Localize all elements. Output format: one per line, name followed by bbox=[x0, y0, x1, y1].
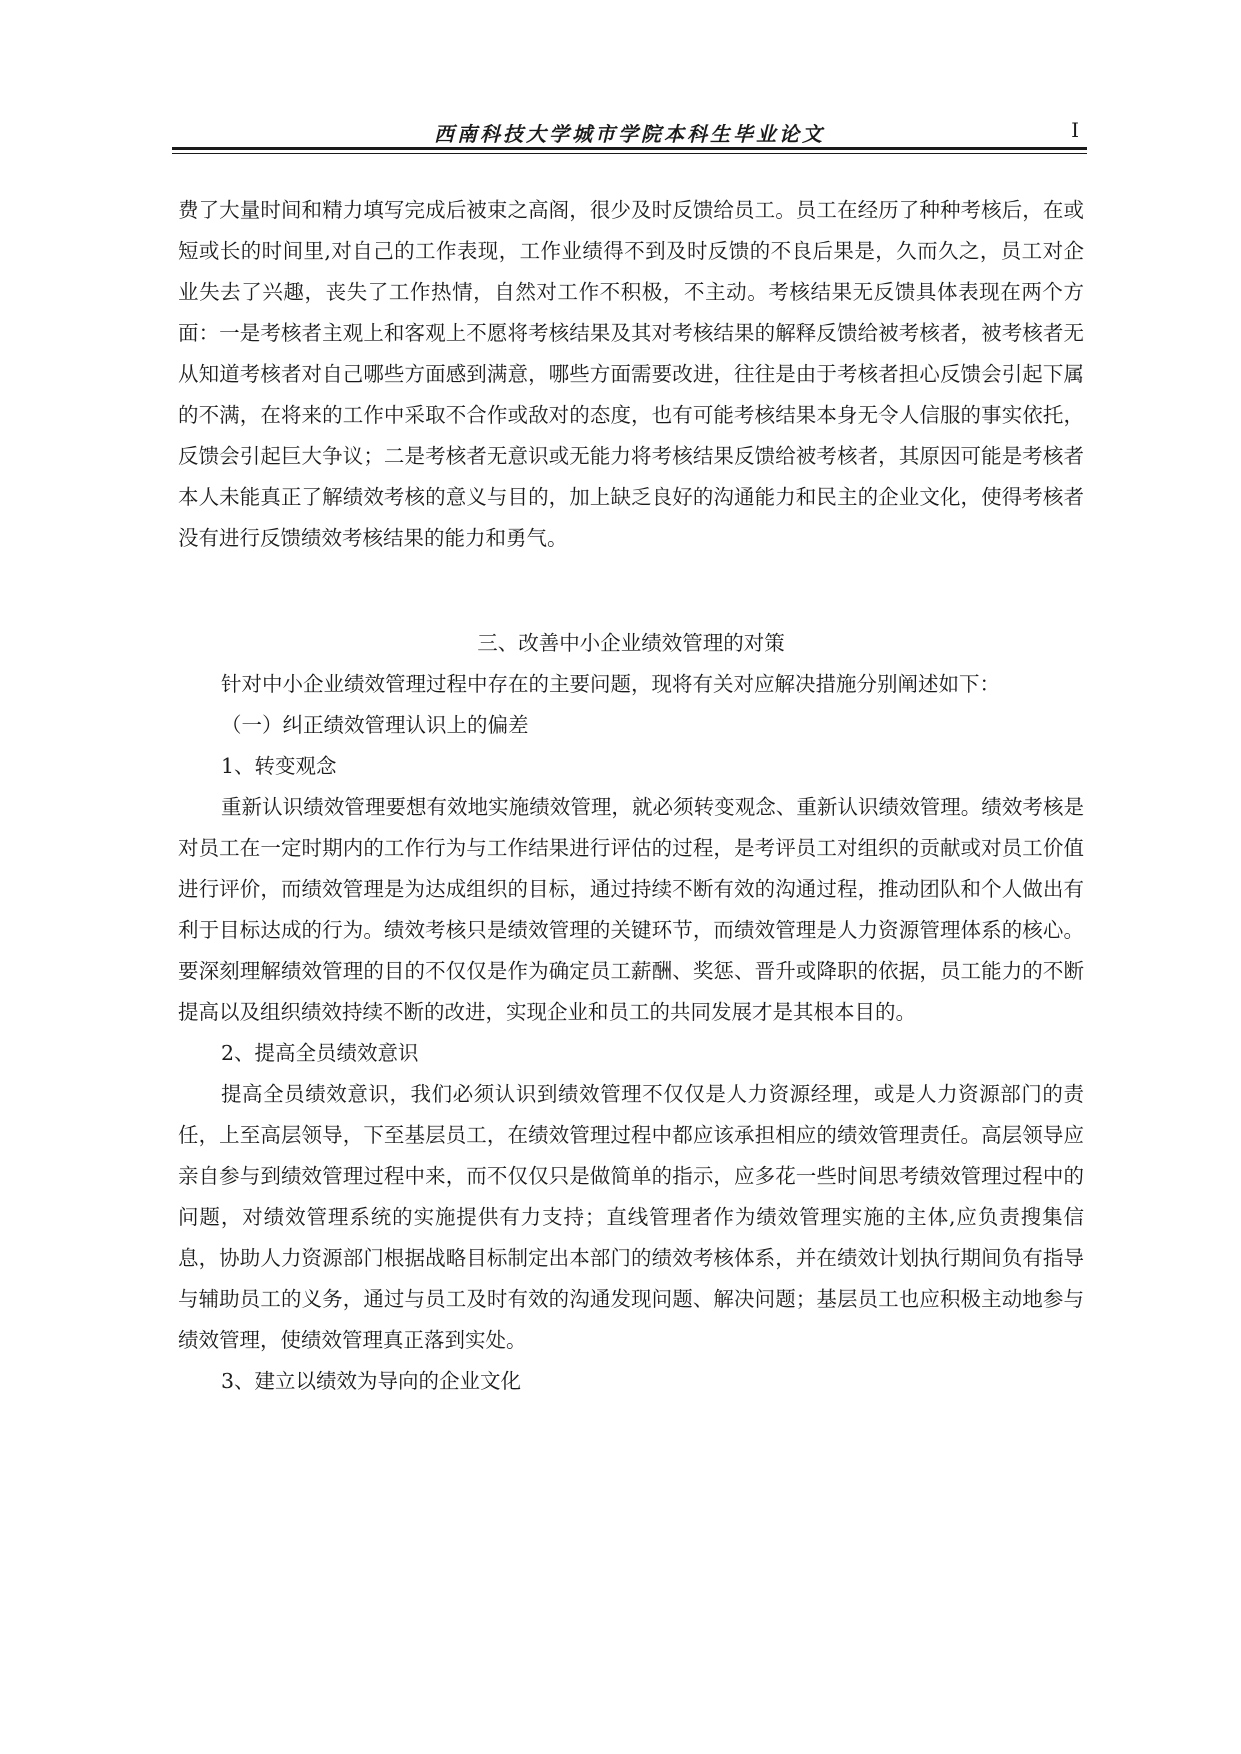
item2-body: 提高全员绩效意识，我们必须认识到绩效管理不仅仅是人力资源经理，或是人力资源部门的责任，上至高层领导，下至基层员工，在绩效管理过程中都应该承担相应的绩效管理责任。高层领导应亲自参与到绩效管理过程中来，而不仅仅只是做简单的指示，应多花一些时间思考绩效管理过程中的问题，对绩效管理系统的实施提供有力支持；直线管理者作为绩效管理实施的主体,应负责搜集信息，协助人力资源部门根据战略目标制定出本部门的绩效考核体系，并在绩效计划执行期间负有指导与辅助员工的义务，通过与员工及时有效的沟通发现问题、解决问题；基层员工也应积极主动地参与绩效管理，使绩效管理真正落到实处。 bbox=[178, 1082, 1084, 1352]
section-intro: 针对中小企业绩效管理过程中存在的主要问题，现将有关对应解决措施分别阐述如下： bbox=[221, 672, 1000, 696]
header-title: 西南科技大学城市学院本科生毕业论文 bbox=[434, 122, 825, 146]
header-rule-thick bbox=[172, 147, 1087, 150]
header-rule-thin bbox=[172, 153, 1087, 154]
page-header bbox=[172, 118, 1087, 158]
page-number: I bbox=[1071, 118, 1079, 142]
item1-title: 1、转变观念 bbox=[221, 754, 337, 778]
section-title: 三、改善中小企业绩效管理的对策 bbox=[477, 631, 785, 655]
item1-body: 重新认识绩效管理要想有效地实施绩效管理，就必须转变观念、重新认识绩效管理。绩效考核是对员工在一定时期内的工作行为与工作结果进行评估的过程，是考评员工对组织的贡献或对员工价值进行评价，而绩效管理是为达成组织的目标，通过持续不断有效的沟通过程，推动团队和个人做出有利于目标达成的行为。绩效考核只是绩效管理的关键环节，而绩效管理是人力资源管理体系的核心。要深刻理解绩效管理的目的不仅仅是作为确定员工薪酬、奖惩、晋升或降职的依据，员工能力的不断提高以及组织绩效持续不断的改进，实现企业和员工的共同发展才是其根本目的。 bbox=[178, 795, 1084, 1024]
item3-title: 3、建立以绩效为导向的企业文化 bbox=[221, 1369, 522, 1393]
subsection-title: （一）纠正绩效管理认识上的偏差 bbox=[221, 713, 529, 737]
paragraph-intro: 费了大量时间和精力填写完成后被束之高阁，很少及时反馈给员工。员工在经历了种种考核后，在或短或长的时间里,对自己的工作表现，工作业绩得不到及时反馈的不良后果是，久而久之，员工对企业失去了兴趣，丧失了工作热情，自然对工作不积极，不主动。考核结果无反馈具体表现在两个方面：一是考核者主观上和客观上不愿将考核结果及其对考核结果的解释反馈给被考核者，被考核者无从知道考核者对自己哪些方面感到满意，哪些方面需要改进，往往是由于考核者担心反馈会引起下属的不满，在将来的工作中采取不合作或敌对的态度，也有可能考核结果本身无令人信服的事实依托，反馈会引起巨大争议；二是考核者无意识或无能力将考核结果反馈给被考核者，其原因可能是考核者本人未能真正了解绩效考核的意义与目的，加上缺乏良好的沟通能力和民主的企业文化，使得考核者没有进行反馈绩效考核结果的能力和勇气。 bbox=[178, 198, 1084, 550]
section-spacer bbox=[178, 559, 1084, 623]
item2-title: 2、提高全员绩效意识 bbox=[221, 1041, 419, 1065]
document-body bbox=[178, 190, 1084, 1402]
